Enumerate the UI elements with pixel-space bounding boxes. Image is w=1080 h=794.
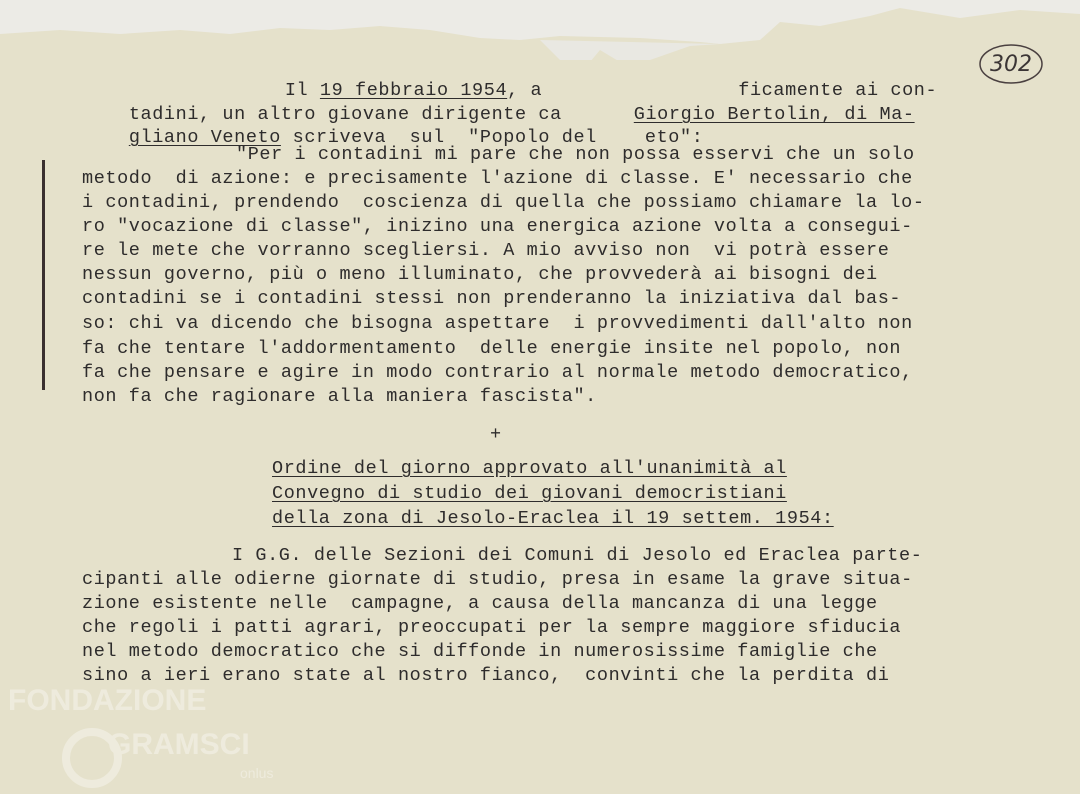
paragraph1-line: tadini, un altro giovane dirigente ca Giorgio Bertolin, di Ma- (128, 104, 915, 125)
watermark-line2: GRAMSCI (108, 728, 250, 761)
quote-line: ro "vocazione di classe", inizino una energica azione volta a consegui- (82, 216, 913, 237)
heading-line: Ordine del giorno approvato all'unanimità al (272, 458, 787, 479)
paragraph2-line: cipanti alle odierne giornate di studio, presa in esame la grave situa- (82, 569, 913, 590)
quote-line: re le mete che vorranno scegliersi. A mio avviso non vi potrà essere (82, 240, 890, 261)
paragraph2-line: sino a ieri erano state al nostro fianco, convinti che la perdita di (82, 665, 890, 686)
paragraph2-line: zione esistente nelle campagne, a causa della mancanza di una legge (82, 593, 878, 614)
paragraph2-line: I G.G. delle Sezioni dei Comuni di Jesolo ed Eraclea parte- (232, 545, 923, 566)
heading-line: Convegno di studio dei giovani democristiani (272, 483, 787, 504)
heading-line: della zona di Jesolo-Eraclea il 19 settem. 1954: (272, 508, 834, 529)
quote-line: "Per i contadini mi pare che non possa esservi che un solo (236, 144, 915, 165)
paragraph2-line: nel metodo democratico che si diffonde in numerosissime famiglie che (82, 641, 878, 662)
quote-line: fa che tentare l'addormentamento delle energie insite nel popolo, non (82, 338, 902, 359)
page-number: 302 (990, 51, 1032, 77)
paragraph2-line: che regoli i patti agrari, preoccupati per la sempre maggiore sfiducia (82, 617, 902, 638)
torn-paper-edge (0, 0, 1080, 60)
watermark-line1: FONDAZIONE (8, 684, 207, 717)
quote-line: metodo di azione: e precisamente l'azione di classe. E' necessario che (82, 168, 913, 189)
paragraph1-line: Il 19 febbraio 1954, a ficamente ai con- (284, 80, 938, 101)
quote-line: so: chi va dicendo che bisogna aspettare i provvedimenti dall'alto non (82, 313, 913, 334)
section-separator: + (490, 424, 502, 445)
quote-line: non fa che ragionare alla maniera fascista". (82, 386, 597, 407)
page-number-annotation (978, 42, 1044, 86)
paragraph1-line: gliano Veneto scriveva sul "Popolo del eto": (128, 127, 704, 148)
fondazione-gramsci-watermark (8, 682, 308, 792)
quote-line: i contadini, prendendo coscienza di quella che possiamo chiamare la lo- (82, 192, 925, 213)
quote-line: contadini se i contadini stessi non prenderanno la iniziativa dal bas- (82, 288, 902, 309)
watermark-line3: onlus (240, 765, 274, 781)
quote-line: fa che pensare e agire in modo contrario al normale metodo democratico, (82, 362, 913, 383)
quote-line: nessun governo, più o meno illuminato, che provvederà ai bisogni dei (82, 264, 878, 285)
margin-mark (42, 160, 45, 390)
